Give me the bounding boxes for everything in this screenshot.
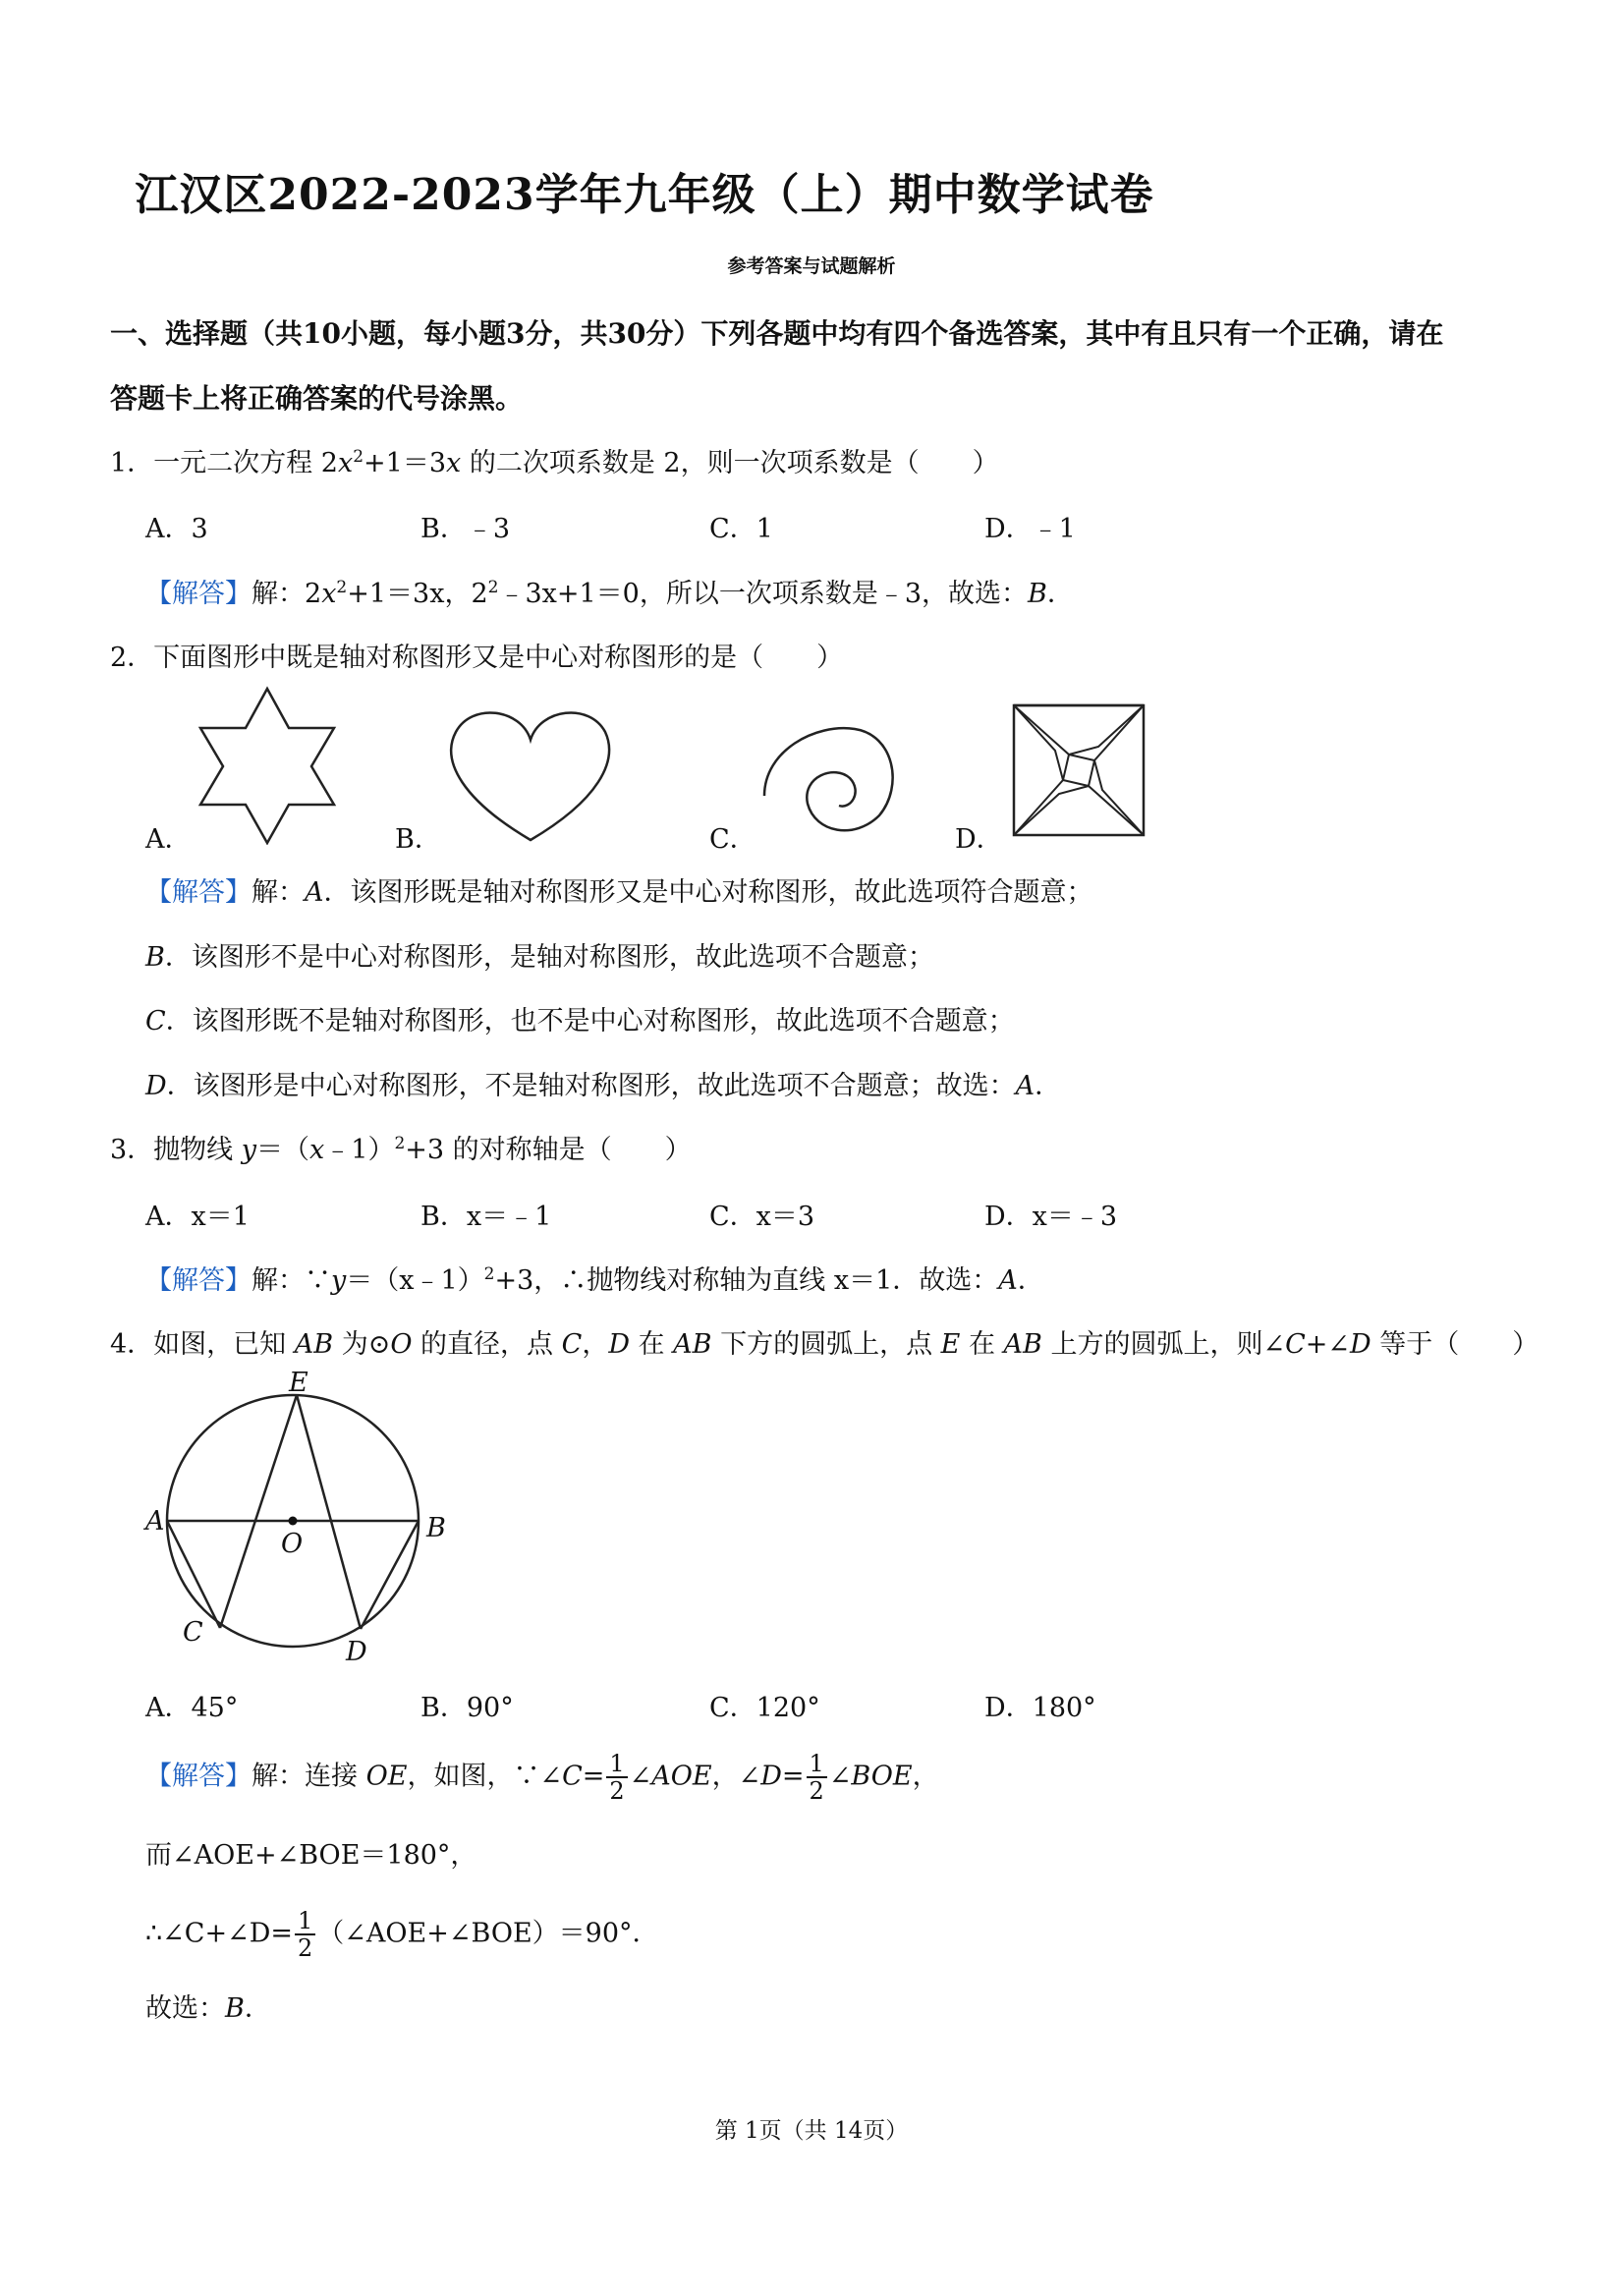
q1-answer: 【解答】解：$2x^2+1=3x$，$2^2﹣3x+1=0$，所以一次项系数是﹣3，故选：B． bbox=[145, 578, 1074, 609]
label-b: B bbox=[426, 1513, 446, 1543]
q1-option-a: A．3 bbox=[145, 514, 208, 544]
question-1-stem: 1．一元二次方程 $2x^2+1=3x$ 的二次项系数是 2，则一次项系数是（ ） bbox=[110, 447, 999, 478]
question-2-stem: 2．下面图形中既是轴对称图形又是中心对称图形的是（ ） bbox=[110, 643, 844, 673]
q4-option-c: C．120° bbox=[709, 1693, 820, 1723]
label-a: A bbox=[145, 1506, 165, 1537]
q1-option-c: C．1 bbox=[709, 514, 773, 544]
segment-bd bbox=[361, 1521, 419, 1629]
q3-answer: 【解答】解：∵y＝（x﹣1）$^2$+3，∴抛物线对称轴为直线 x＝1．故选：A． bbox=[145, 1264, 1044, 1296]
q2-answer-line-b: B．该图形不是中心对称图形，是轴对称图形，故此选项不合题意； bbox=[145, 942, 934, 973]
label-d: D bbox=[346, 1637, 367, 1667]
q4-answer-line-1: 【解答】解：连接 OE，如图，∵∠C= $\frac{1}{2}$ ∠AOE，∠D= $\frac{1}{2}$ ∠BOE， bbox=[145, 1750, 939, 1805]
page-subtitle: 参考答案与试题解析 bbox=[727, 255, 896, 277]
question-3-stem: 3．抛物线 y＝（x﹣1）$^2$+3 的对称轴是（ ） bbox=[110, 1134, 692, 1165]
section-heading-line2: 答题卡上将正确答案的代号涂黑。 bbox=[110, 382, 524, 415]
question-4-stem: 4．如图，已知 AB 为⊙O 的直径，点 C，D 在 AB 下方的圆弧上，点 E 在 AB 上方的圆弧上，则∠C+∠D 等于（ ） bbox=[110, 1329, 1539, 1360]
pinwheel-square-figure bbox=[1010, 701, 1147, 839]
center-point-o bbox=[289, 1517, 298, 1526]
q2-figure-label-a: A． bbox=[145, 824, 192, 855]
heart-figure bbox=[442, 702, 619, 845]
fraction-one-half: $\frac{1}{2}$ bbox=[807, 1751, 827, 1804]
q2-figure-label-d: D． bbox=[955, 824, 1003, 855]
q4-option-a: A．45° bbox=[145, 1693, 239, 1723]
segment-ac bbox=[167, 1521, 220, 1628]
circle-geometry-figure bbox=[138, 1366, 472, 1670]
section-heading-line1: 一、选择题（共10小题，每小题3分，共30分）下列各题中均有四个备选答案，其中有且只有一个正确，请在 bbox=[110, 317, 1444, 350]
q2-figure-label-b: B． bbox=[395, 824, 441, 855]
q3-option-d: D．x＝﹣3 bbox=[984, 1202, 1118, 1232]
label-o: O bbox=[281, 1529, 304, 1559]
q3-option-c: C．x＝3 bbox=[709, 1202, 815, 1232]
q4-answer-line-3: ∴∠C+∠D= $\frac{1}{2}$ （∠AOE+∠BOE）＝90°． bbox=[145, 1907, 659, 1962]
q4-option-b: B．90° bbox=[420, 1693, 514, 1723]
page-footer: 第 1页（共 14页） bbox=[714, 2118, 909, 2144]
q3-option-a: A．x＝1 bbox=[145, 1202, 250, 1232]
page-title: 江汉区2022-2023学年九年级（上）期中数学试卷 bbox=[135, 170, 1154, 220]
label-c: C bbox=[183, 1617, 203, 1648]
segment-ec bbox=[220, 1395, 297, 1628]
answer-tag: 【解答】 bbox=[145, 579, 252, 609]
q4-answer-line-4: 故选：B． bbox=[145, 1993, 271, 2024]
q2-figure-label-c: C． bbox=[709, 824, 756, 855]
six-point-star-figure bbox=[187, 683, 344, 845]
q2-answer-line-a: 【解答】解：A．该图形既是轴对称图形又是中心对称图形，故此选项符合题意； bbox=[145, 877, 1093, 908]
q4-option-d: D．180° bbox=[984, 1693, 1096, 1723]
segment-ed bbox=[297, 1395, 361, 1629]
q1-option-d: D．﹣1 bbox=[984, 514, 1076, 544]
spiral-figure bbox=[756, 717, 914, 845]
q4-answer-line-2: 而∠AOE+∠BOE＝180°， bbox=[145, 1840, 477, 1871]
fraction-one-half: $\frac{1}{2}$ bbox=[606, 1751, 627, 1804]
label-e: E bbox=[289, 1368, 308, 1398]
fraction-one-half: $\frac{1}{2}$ bbox=[295, 1908, 315, 1961]
q2-answer-line-d: D．该图形是中心对称图形，不是轴对称图形，故此选项不合题意；故选：A． bbox=[145, 1071, 1062, 1101]
q3-option-b: B．x＝﹣1 bbox=[420, 1202, 552, 1232]
q1-option-b: B．﹣3 bbox=[420, 514, 511, 544]
q2-answer-line-c: C．该图形既不是轴对称图形，也不是中心对称图形，故此选项不合题意； bbox=[145, 1006, 1015, 1036]
